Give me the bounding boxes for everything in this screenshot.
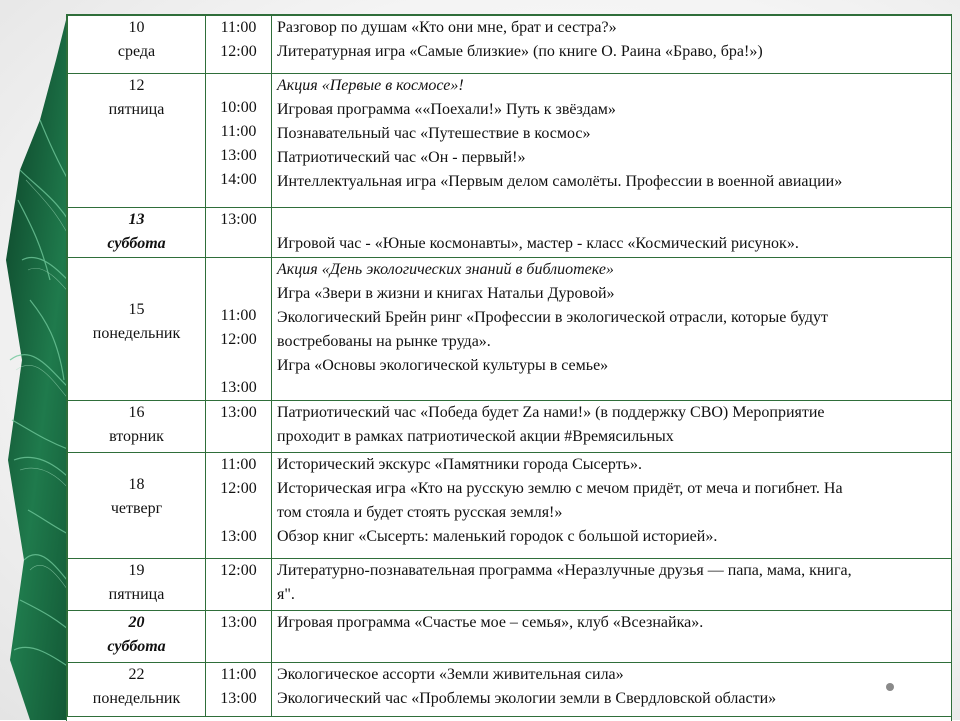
event-time: 11:00: [220, 19, 257, 36]
events-cell: [272, 16, 952, 74]
event-title: Исторический экскурс «Памятники города Сысерть».: [277, 456, 642, 473]
event-title: Историческая игра «Кто на русскую землю с мечом придёт, от меча и погибнет. На: [277, 480, 843, 497]
event-title: Интеллектуальная игра «Первым делом самолёты. Профессии в военной авиации»: [277, 173, 843, 190]
event-title: я".: [277, 586, 295, 603]
day-number: 12: [128, 77, 145, 94]
day-cell: [68, 16, 206, 74]
event-time: 13:00: [220, 404, 257, 421]
table-row: [68, 16, 952, 74]
events-cell: [272, 258, 952, 401]
event-title: Игровая программа «Счастье мое – семья», клуб «Всезнайка».: [277, 614, 704, 631]
weekday: пятница: [108, 101, 165, 118]
event-time: 11:00: [220, 456, 257, 473]
schedule-table: [66, 14, 952, 721]
day-number: 13: [128, 211, 145, 228]
day-cell: [68, 74, 206, 208]
event-time: 13:00: [220, 211, 257, 228]
event-time: 13:00: [220, 147, 257, 164]
events-cell: [272, 74, 952, 208]
time-cell: [206, 559, 272, 611]
table-row: [68, 611, 952, 663]
weekday: суббота: [107, 235, 166, 252]
time-cell: [206, 401, 272, 453]
time-cell: [206, 453, 272, 559]
event-title: проходит в рамках патриотической акции #Времясильных: [277, 428, 674, 445]
events-cell: [272, 611, 952, 663]
event-title: Патриотический час «Победа будет Zа нами!» (в поддержку СВО) Мероприятие: [277, 404, 825, 421]
day-cell: [68, 401, 206, 453]
table-row: [68, 663, 952, 717]
day-cell: [68, 258, 206, 401]
event-title: Экологический Брейн ринг «Профессии в экологической отрасли, которые будут: [277, 309, 829, 326]
event-time: 13:00: [220, 690, 257, 707]
day-number: 15: [128, 301, 145, 318]
event-title: Познавательный час «Путешествие в космос»: [277, 125, 591, 142]
event-time: 13:00: [220, 528, 257, 545]
event-time: 12:00: [220, 43, 257, 60]
day-cell: [68, 611, 206, 663]
day-cell: [68, 453, 206, 559]
day-number: 19: [128, 562, 145, 579]
day-number: 20: [128, 614, 145, 631]
table-row: [68, 208, 952, 258]
event-title: Игра «Основы экологической культуры в семье»: [277, 357, 609, 374]
events-cell: [272, 663, 952, 717]
events-cell: [272, 559, 952, 611]
day-number: 16: [128, 404, 145, 421]
day-number: 18: [128, 476, 145, 493]
event-title: [277, 208, 947, 232]
event-time: 14:00: [220, 171, 257, 188]
event-time: 13:00: [220, 614, 257, 631]
event-title: Литературная игра «Самые близкие» (по книге О. Раина «Браво, бра!»): [277, 43, 763, 60]
event-time: [208, 280, 269, 304]
weekday: понедельник: [92, 690, 181, 707]
event-time: 12:00: [220, 331, 257, 348]
time-cell: [206, 74, 272, 208]
table-row: [68, 453, 952, 559]
events-cell: [272, 208, 952, 258]
event-title: Игровая программа ««Поехали!» Путь к звёздам»: [277, 101, 616, 118]
event-title: Экологический час «Проблемы экологии земли в Свердловской области»: [277, 690, 777, 707]
table-row: [68, 258, 952, 401]
weekday: суббота: [107, 638, 166, 655]
event-time: 13:00: [220, 379, 257, 396]
weekday: среда: [117, 43, 156, 60]
event-title: Экологическое ассорти «Земли живительная сила»: [277, 666, 624, 683]
events-cell: [272, 401, 952, 453]
weekday: вторник: [109, 428, 164, 445]
bullet-dot: [886, 683, 894, 691]
table-row: [68, 401, 952, 453]
time-cell: [206, 208, 272, 258]
event-title: Акция «Первые в космосе»!: [277, 77, 464, 94]
event-title: Патриотический час «Он - первый!»: [277, 149, 526, 166]
day-cell: [68, 559, 206, 611]
weekday: четверг: [110, 500, 163, 517]
event-time: 12:00: [220, 480, 257, 497]
weekday: пятница: [108, 586, 165, 603]
table-row: [68, 74, 952, 208]
event-time: 11:00: [220, 307, 257, 324]
table-row: [68, 559, 952, 611]
event-title: Игровой час - «Юные космонавты», мастер - класс «Космический рисунок».: [277, 235, 799, 252]
event-time: 11:00: [220, 666, 257, 683]
day-cell: [68, 208, 206, 258]
weekday: понедельник: [92, 325, 181, 342]
time-cell: [206, 611, 272, 663]
event-title: востребованы на рынке труда».: [277, 333, 491, 350]
event-time: [208, 352, 269, 376]
event-title: Разговор по душам «Кто они мне, брат и сестра?»: [277, 19, 617, 36]
day-number: 22: [128, 666, 145, 683]
event-title: Литературно-познавательная программа «Неразлучные друзья — папа, мама, книга,: [277, 562, 852, 579]
event-title: Игра «Звери в жизни и книгах Натальи Дуровой»: [277, 285, 615, 302]
event-time: 12:00: [220, 562, 257, 579]
day-number: 10: [128, 19, 145, 36]
event-time: [208, 501, 269, 525]
time-cell: [206, 16, 272, 74]
day-cell: [68, 663, 206, 717]
event-time: 11:00: [220, 123, 257, 140]
events-cell: [272, 453, 952, 559]
time-cell: [206, 258, 272, 401]
event-title: том стояла и будет стоять русская земля!»: [277, 504, 563, 521]
event-time: 10:00: [220, 99, 257, 116]
event-title: Обзор книг «Сысерть: маленький городок с большой историей».: [277, 528, 718, 545]
event-title: Акция «День экологических знаний в библиотеке»: [277, 261, 614, 278]
time-cell: [206, 663, 272, 717]
